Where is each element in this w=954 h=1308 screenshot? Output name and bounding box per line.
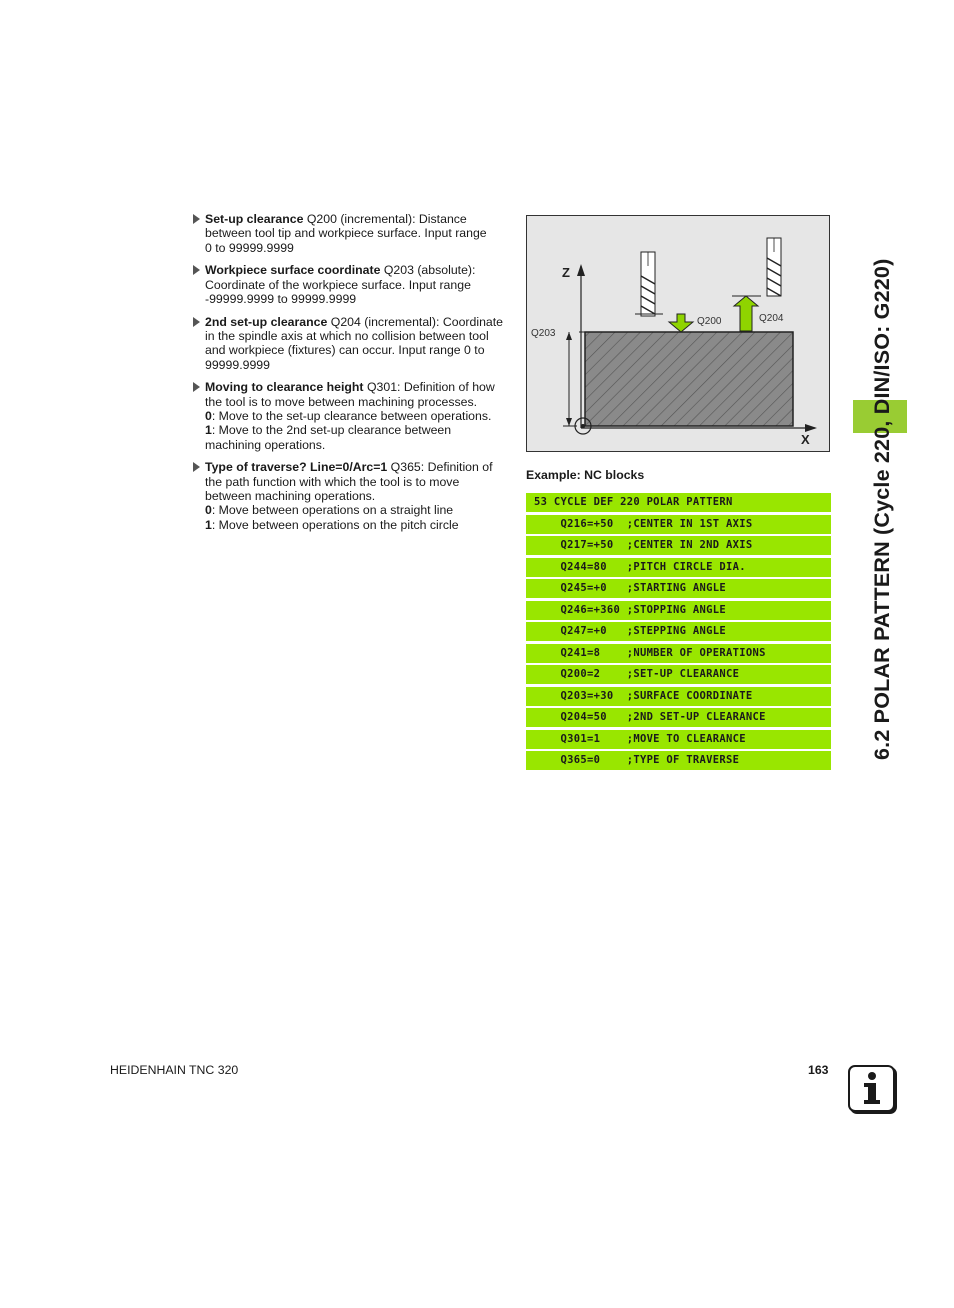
cycle-figure — [526, 215, 830, 452]
footer-product: HEIDENHAIN TNC 320 — [110, 1063, 239, 1077]
parameter-item — [193, 263, 509, 306]
parameter-text: in the spindle axis at which no collision between tool — [205, 329, 489, 344]
side-title-text: 6.2 POLAR PATTERN (Cycle 220, DIN/ISO: G220) — [870, 258, 894, 760]
parameter-text: -99999.9999 to 99999.9999 — [205, 291, 357, 306]
parameter-text: 99999.9999 — [205, 357, 270, 372]
tool-left-icon — [641, 252, 655, 316]
parameter-name: Moving to clearance height — [205, 380, 364, 395]
z-label: Z — [562, 265, 570, 280]
option-text: : Move to the 2nd set-up clearance between — [211, 423, 452, 438]
parameter-text: between machining operations. — [205, 489, 376, 504]
play-bullet-icon — [193, 265, 200, 275]
nc-block-line: Q200=2 ;SET-UP CLEARANCE — [526, 665, 831, 684]
option-text: : Move between operations on a straight line — [211, 503, 454, 518]
q200-arrow-icon — [669, 314, 693, 332]
info-icon — [848, 1065, 895, 1112]
parameter-name: Set-up clearance — [205, 212, 304, 226]
q200-label: Q200 — [697, 316, 722, 327]
parameter-option — [205, 503, 509, 517]
parameter-text: Q301: Definition of how — [363, 380, 495, 395]
option-key: 1 — [205, 423, 212, 438]
example-title: Example: NC blocks — [526, 468, 645, 482]
parameter-text: the path function with which the tool is to move — [205, 474, 460, 489]
parameter-list — [193, 212, 509, 540]
parameter-name: Type of traverse? Line=0/Arc=1 — [205, 460, 388, 475]
tool-right-icon — [767, 238, 781, 296]
parameter-item — [193, 380, 509, 451]
parameter-text: between tool tip and workpiece surface. Input range — [205, 226, 487, 241]
nc-block-line: Q203=+30 ;SURFACE COORDINATE — [526, 687, 831, 706]
parameter-text: Q203 (absolute): — [380, 263, 476, 278]
parameter-text: Q200 (incremental): Distance — [303, 212, 467, 226]
parameter-text: and workpiece (fixtures) can occur. Input range 0 to — [205, 343, 485, 358]
nc-block-line: Q246=+360 ;STOPPING ANGLE — [526, 601, 831, 620]
nc-block-line: Q241=8 ;NUMBER OF OPERATIONS — [526, 644, 831, 663]
option-key: 0 — [205, 503, 212, 518]
page-number: 163 — [808, 1063, 829, 1077]
parameter-item — [193, 315, 509, 372]
x-label: X — [801, 432, 810, 447]
cycle-diagram — [527, 216, 829, 451]
q203-label: Q203 — [531, 328, 556, 339]
play-bullet-icon — [193, 214, 200, 224]
q204-arrow-icon — [734, 296, 758, 331]
nc-block-line: Q301=1 ;MOVE TO CLEARANCE — [526, 730, 831, 749]
play-bullet-icon — [193, 382, 200, 392]
play-bullet-icon — [193, 462, 200, 472]
nc-block-line: Q204=50 ;2ND SET-UP CLEARANCE — [526, 708, 831, 727]
parameter-text: 0 to 99999.9999 — [205, 240, 294, 255]
option-text: : Move to the set-up clearance between operations. — [211, 409, 492, 424]
play-bullet-icon — [193, 317, 200, 327]
parameter-option — [205, 518, 509, 532]
option-key: 1 — [205, 517, 212, 532]
option-text: : Move between operations on the pitch circle — [211, 517, 459, 532]
parameter-item — [193, 460, 509, 531]
nc-blocks — [526, 493, 831, 773]
parameter-name: 2nd set-up clearance — [205, 314, 328, 329]
parameter-text: Coordinate of the workpiece surface. Input range — [205, 277, 471, 292]
parameter-text: Q365: Definition of — [387, 460, 493, 475]
parameter-option — [205, 423, 509, 437]
nc-block-line: Q216=+50 ;CENTER IN 1ST AXIS — [526, 515, 831, 534]
parameter-text: the tool is to move between machining processes. — [205, 394, 478, 409]
workpiece — [585, 332, 793, 426]
nc-block-line: 53 CYCLE DEF 220 POLAR PATTERN — [526, 493, 831, 512]
nc-block-line: Q365=0 ;TYPE OF TRAVERSE — [526, 751, 831, 770]
parameter-text: machining operations. — [205, 437, 326, 452]
nc-block-line: Q245=+0 ;STARTING ANGLE — [526, 579, 831, 598]
nc-block-line: Q244=80 ;PITCH CIRCLE DIA. — [526, 558, 831, 577]
parameter-option — [205, 409, 509, 423]
nc-block-line: Q247=+0 ;STEPPING ANGLE — [526, 622, 831, 641]
q204-label: Q204 — [759, 313, 784, 324]
nc-block-line: Q217=+50 ;CENTER IN 2ND AXIS — [526, 536, 831, 555]
parameter-text: Q204 (incremental): Coordinate — [327, 314, 504, 329]
option-key: 0 — [205, 409, 212, 424]
parameter-item — [193, 212, 509, 255]
parameter-name: Workpiece surface coordinate — [205, 263, 381, 278]
